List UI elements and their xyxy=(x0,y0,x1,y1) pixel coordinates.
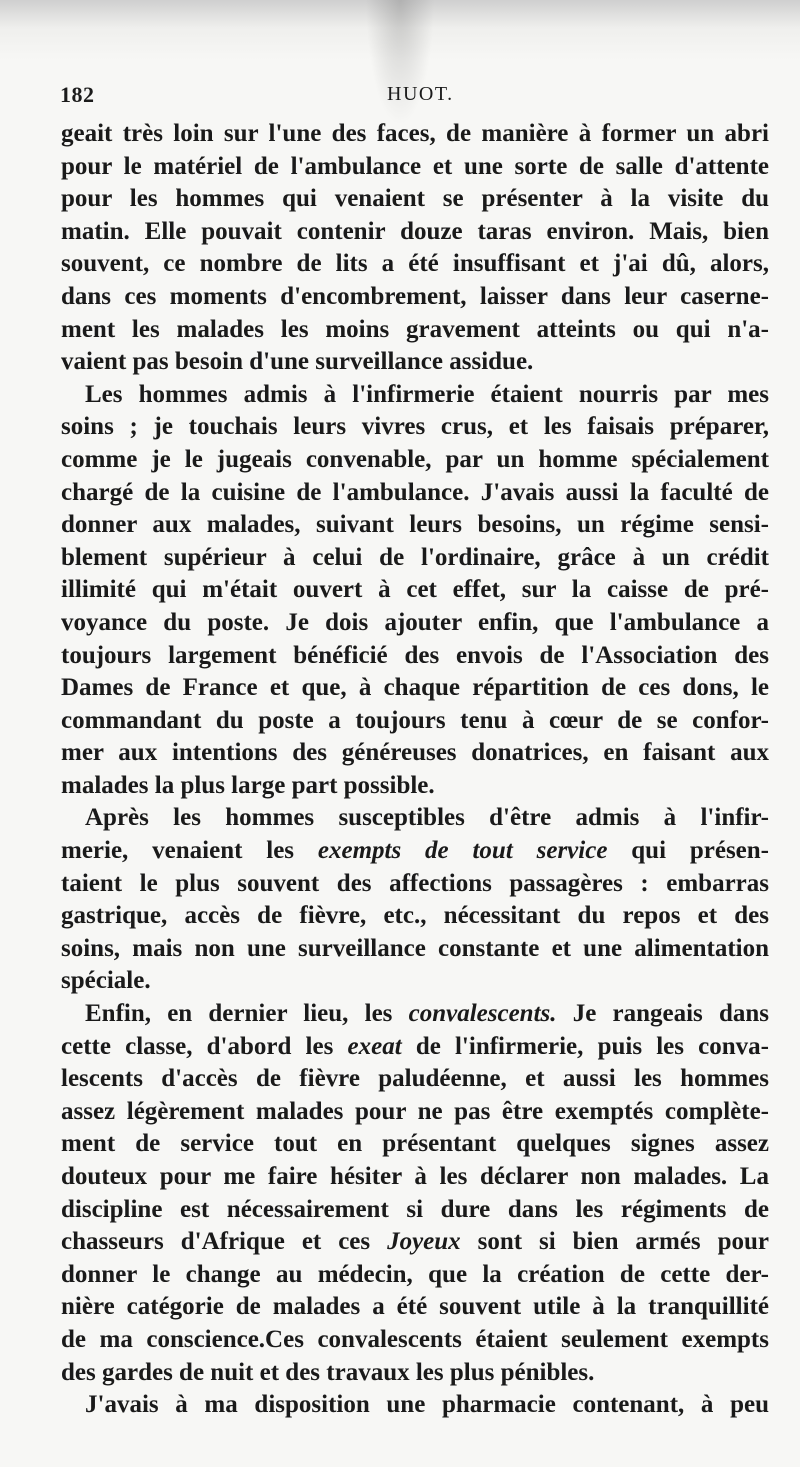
text-line: lescents d'accès de fièvre paludéenne, et aussi les hommes xyxy=(61,1065,769,1093)
text-line: voyance du poste. Je dois ajouter enfin, que l'ambulance a xyxy=(61,608,769,636)
text-line: Après les hommes susceptibles d'être admis à l'infir- xyxy=(85,804,769,832)
text-line: Enfin, en dernier lieu, les convalescents. Je rangeais dans xyxy=(85,1000,769,1028)
text-line: blement supérieur à celui de l'ordinaire, grâce à un crédit xyxy=(61,543,769,571)
text-line: Les hommes admis à l'infirmerie étaient nourris par mes xyxy=(85,380,769,408)
text-line: cette classe, d'abord les exeat de l'infirmerie, puis les conva- xyxy=(61,1032,769,1060)
text-line: gastrique, accès de fièvre, etc., nécessitant du repos et des xyxy=(61,902,769,930)
italic-phrase: exempts de tout service xyxy=(317,837,608,865)
text-line: matin. Elle pouvait contenir douze taras environ. Mais, bien xyxy=(61,217,769,245)
text-line: chargé de la cuisine de l'ambulance. J'avais aussi la faculté de xyxy=(61,478,769,506)
text-line: vaient pas besoin d'une surveillance assidue. xyxy=(61,348,534,376)
text-line: ment de service tout en présentant quelques signes assez xyxy=(61,1130,769,1158)
text-line: J'avais à ma disposition une pharmacie contenant, à peu xyxy=(85,1391,769,1419)
text-line: illimité qui m'était ouvert à cet effet, sur la caisse de pré- xyxy=(61,576,769,604)
text-line: chasseurs d'Afrique et ces Joyeux sont si bien armés pour xyxy=(61,1228,769,1256)
text-line: Dames de France et que, à chaque répartition de ces dons, le xyxy=(61,674,769,702)
text-line: souvent, ce nombre de lits a été insuffisant et j'ai dû, alors, xyxy=(61,250,769,278)
text-line: donner le change au médecin, que la création de cette der- xyxy=(61,1260,769,1288)
text-line: mer aux intentions des généreuses donatrices, en faisant aux xyxy=(61,739,769,767)
text-line: soins, mais non une surveillance constante et une alimentation xyxy=(61,934,769,962)
text-line: geait très loin sur l'une des faces, de manière à former un abri xyxy=(61,120,769,147)
text-line: spéciale. xyxy=(61,967,151,995)
text-line: pour le matériel de l'ambulance et une sorte de salle d'attente xyxy=(61,152,769,180)
text-line: donner aux malades, suivant leurs besoins, un régime sensi- xyxy=(61,511,769,539)
page-number: 182 xyxy=(60,82,95,107)
text-line: toujours largement bénéficié des envois de l'Association des xyxy=(61,641,769,669)
italic-phrase: Joyeux xyxy=(387,1228,461,1256)
text-line: commandant du poste a toujours tenu à cœur de se confor- xyxy=(61,706,769,734)
italic-phrase: convalescents. xyxy=(408,1000,557,1028)
text-line: nière catégorie de malades a été souvent utile à la tranquillité xyxy=(61,1293,769,1321)
body-text xyxy=(61,118,769,1422)
text-line: pour les hommes qui venaient se présenter à la visite du xyxy=(61,185,769,213)
italic-phrase: exeat xyxy=(347,1032,402,1060)
running-head xyxy=(60,82,770,112)
text-line: merie, venaient les exempts de tout service qui présen- xyxy=(61,837,769,865)
text-line: de ma conscience.Ces convalescents étaient seulement exempts xyxy=(61,1325,769,1353)
text-line: douteux pour me faire hésiter à les déclarer non malades. La xyxy=(61,1163,769,1190)
running-title: HUOT. xyxy=(387,83,454,105)
text-line: ment les malades les moins gravement atteints ou qui n'a- xyxy=(61,315,769,343)
text-line: soins ; je touchais leurs vivres crus, et les faisais préparer, xyxy=(61,413,769,441)
text-line: discipline est nécessairement si dure dans les régiments de xyxy=(61,1195,769,1223)
text-line: des gardes de nuit et des travaux les plus pénibles. xyxy=(61,1358,595,1386)
text-line: comme je le jugeais convenable, par un homme spécialement xyxy=(61,445,769,473)
text-line: taient le plus souvent des affections passagères : embarras xyxy=(61,869,769,897)
text-line: assez légèrement malades pour ne pas être exemptés complète- xyxy=(61,1097,769,1125)
text-line: malades la plus large part possible. xyxy=(61,771,435,799)
text-line: dans ces moments d'encombrement, laisser dans leur caserne- xyxy=(61,282,769,310)
